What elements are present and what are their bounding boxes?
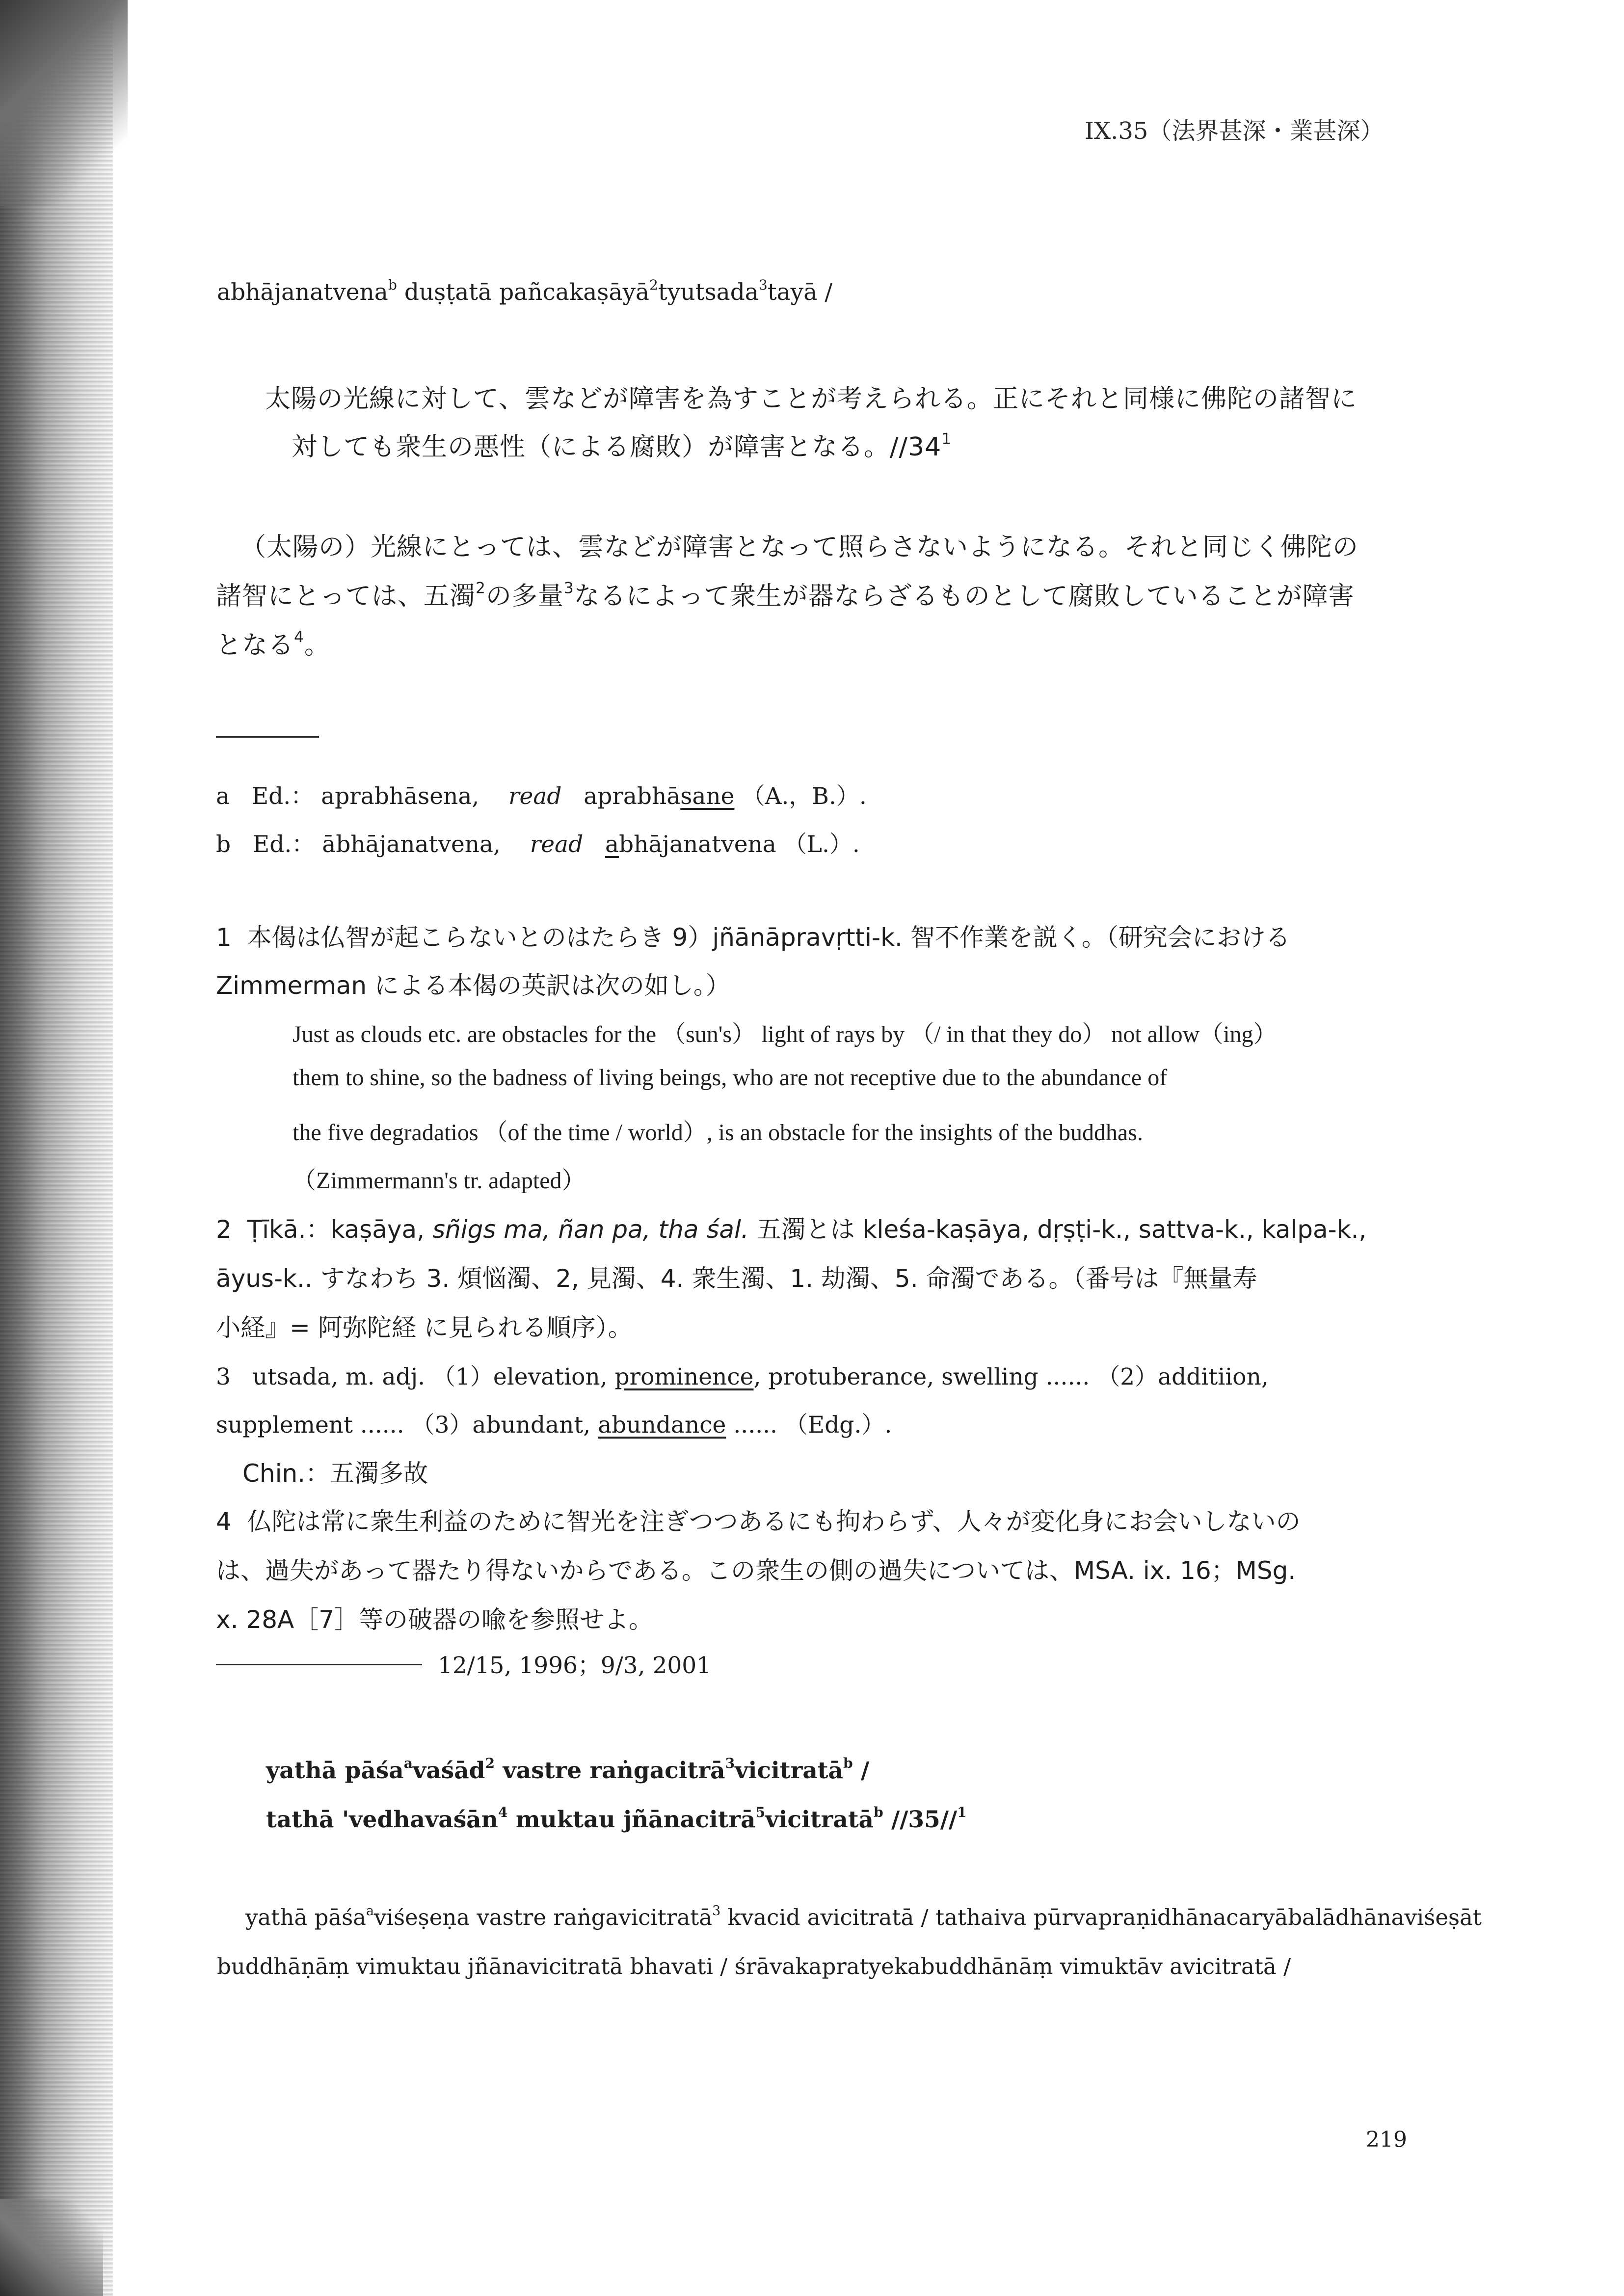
footnote-4-line-3: x. 28A［7］等の破器の喩を参照せよ。 <box>216 1605 654 1634</box>
footnote-text: 本偈は仏智が起こらないとのはたらき 9）jñānāpravṛtti-k. 智不作業を説く。（研究会における <box>247 923 1290 952</box>
footnote-text: 仏陀は常に衆生利益のために智光を注ぎつつあるにも拘わらず、人々が変化身にお会いしないの <box>247 1507 1301 1536</box>
footnote-1-english-3: the five degradatios （of the time / world）, is an obstacle for the insights of the buddhas. <box>293 1120 1143 1146</box>
running-header: IX.35（法界甚深・業甚深） <box>1085 117 1384 145</box>
footnote-4-line-2: は、過失があって器たり得ないからである。この衆生の側の過失については、MSA. ix. 16；MSg. <box>216 1556 1296 1585</box>
verse-text: muktau jñānacitrā <box>515 1806 756 1833</box>
footnote-number: 2 <box>216 1215 232 1244</box>
footnote-2-line-2: āyus-k.. すなわち 3. 煩悩濁、2, 見濁、4. 衆生濁、1. 劫濁、5. 命濁である。（番号は『無量寿 <box>216 1264 1257 1293</box>
verse-35-line-2 <box>266 1806 967 1833</box>
note-text: ābhājanatvena, <box>322 831 501 858</box>
translation-text: の多量 <box>485 582 564 611</box>
verse-word: tyutsada <box>658 279 759 306</box>
note-text: （L.）. <box>783 831 860 858</box>
commentary-text: kvacid avicitratā / tathaiva pūrvapraṇidhānacaryābalādhānaviśeṣāt <box>727 1904 1482 1930</box>
footnote-text: Ṭīkā.：kaṣāya, <box>247 1215 425 1244</box>
note-marker: 1 <box>957 1804 967 1820</box>
note-text: Ed.： <box>251 783 314 810</box>
footnote-text: sñigs ma, ñan pa, tha śal. <box>432 1215 749 1244</box>
commentary-text: viśeṣeṇa vastre raṅgavicitratā <box>374 1904 713 1930</box>
textual-note-a <box>216 778 867 811</box>
note-marker: b <box>388 276 397 293</box>
scan-corner-shadow-top <box>0 0 128 206</box>
note-text: bhājanatvena <box>619 831 776 858</box>
note-marker: 4 <box>498 1804 508 1820</box>
verse-text: vastre raṅgacitrā <box>503 1757 725 1784</box>
footnote-1-line-2: Zimmerman による本偈の英訳は次の如し。） <box>216 971 730 1000</box>
footnote-text: supplement ...... （3）abundant, <box>216 1412 591 1439</box>
verse-end-mark: / <box>861 1757 870 1784</box>
note-marker: 3 <box>563 579 574 597</box>
note-marker: 2 <box>649 276 658 293</box>
page-number: 219 <box>1366 2127 1407 2152</box>
verse-number: //35// <box>891 1806 958 1833</box>
verse-word: duṣṭatā <box>404 279 492 306</box>
note-marker: a <box>366 1903 374 1919</box>
footnote-number: 4 <box>216 1507 232 1536</box>
verse-34-line-b <box>217 276 833 306</box>
note-marker: 2 <box>485 1755 495 1771</box>
translation-text: 。 <box>304 631 330 660</box>
verse-word: pañcakaṣāyā <box>499 279 650 306</box>
translation-34b-line-2 <box>216 575 1355 612</box>
verse-text: tathā 'vedhavaśān <box>266 1806 498 1833</box>
translation-34-line-1: 太陽の光線に対して、雲などが障害を為すことが考えられる。正にそれと同様に佛陀の諸智に <box>265 384 1357 414</box>
footnote-number: 1 <box>216 923 232 952</box>
footnote-4-line-1 <box>216 1502 1301 1537</box>
verse-35-line-1 <box>266 1757 869 1784</box>
footnote-3-chinese: Chin.：五濁多故 <box>242 1459 428 1488</box>
note-text: read <box>530 831 584 858</box>
note-label: b <box>216 831 231 858</box>
footnote-text: , protuberance, swelling ...... （2）additiion, <box>753 1363 1269 1390</box>
note-marker: 3 <box>725 1755 735 1771</box>
note-marker: 1 <box>941 430 952 448</box>
verse-end-mark: / <box>825 279 833 306</box>
notes-separator <box>216 736 319 738</box>
note-text: sane <box>680 783 735 810</box>
commentary-line-1 <box>245 1904 1482 1930</box>
scan-corner-shadow-bottom <box>0 2199 103 2296</box>
footnote-number: 3 <box>216 1363 231 1390</box>
note-marker: 2 <box>475 579 486 597</box>
translation-34b-line-1: （太陽の）光線にとっては、雲などが障害となって照らさないようになる。それと同じく佛陀の <box>240 533 1358 562</box>
note-text: read <box>508 783 562 810</box>
note-marker: 4 <box>294 628 304 646</box>
verse-text: vaśād <box>412 1757 485 1784</box>
textual-note-b <box>216 826 860 859</box>
footnote-2-line-1 <box>216 1210 1366 1245</box>
note-text: Ed.： <box>252 831 315 858</box>
translation-34-line-2 <box>292 426 952 463</box>
note-marker: 3 <box>758 276 768 293</box>
revision-dates: 12/15, 1996；9/3, 2001 <box>438 1652 712 1679</box>
commentary-text: yathā pāśa <box>245 1904 367 1930</box>
note-text: aprabhā <box>584 783 681 810</box>
footnote-text: prominence <box>614 1363 754 1390</box>
footnote-1-english-4: （Zimmermann's tr. adapted） <box>293 1168 586 1194</box>
footnote-text: ...... （Edg.）. <box>733 1412 892 1439</box>
note-text: aprabhāsena, <box>321 783 479 810</box>
verse-word: abhājanatvena <box>217 279 388 306</box>
footnote-1-english-1: Just as clouds etc. are obstacles for the （sun's） light of rays by （/ in that they do） not allow（ing） <box>293 1021 1277 1047</box>
footnote-1-english-2: them to shine, so the badness of living beings, who are not receptive due to the abundance of <box>293 1065 1168 1091</box>
footnote-3-line-2 <box>216 1407 892 1440</box>
note-label: a <box>216 783 230 810</box>
verse-text: vicitratā <box>735 1757 843 1784</box>
verse-word: tayā <box>767 279 818 306</box>
translation-text: 対しても衆生の悪性（による腐敗）が障害となる。//34 <box>292 432 942 462</box>
footnote-text: 五濁とは kleśa-kaṣāya, dṛṣṭi-k., sattva-k., kalpa-k., <box>756 1215 1367 1244</box>
note-marker: a <box>403 1755 413 1771</box>
footnote-text: abundance <box>598 1412 726 1439</box>
note-marker: 3 <box>712 1903 721 1919</box>
translation-34b-line-3 <box>216 624 330 661</box>
footnote-3-line-1 <box>216 1359 1269 1391</box>
date-rule <box>216 1664 422 1665</box>
note-text: （A.，B.）. <box>742 783 867 810</box>
translation-text: となる <box>216 631 294 660</box>
note-marker: 5 <box>755 1804 766 1820</box>
translation-text: なるによって衆生が器ならざるものとして腐敗していることが障害 <box>574 582 1355 611</box>
footnote-text: utsada, m. adj. （1）elevation, <box>252 1363 608 1390</box>
footnote-1-line-1 <box>216 918 1290 953</box>
verse-text: yathā pāśa <box>266 1757 404 1784</box>
commentary-line-2: buddhāṇāṃ vimuktau jñānavicitratā bhavati / śrāvakapratyekabuddhānāṃ vimuktāv avicitratā / <box>217 1953 1291 1979</box>
verse-text: vicitratā <box>765 1806 874 1833</box>
note-marker: b <box>874 1804 883 1820</box>
note-marker: b <box>843 1755 853 1771</box>
footnote-2-line-3: 小経』= 阿弥陀経 に見られる順序）。 <box>216 1313 633 1342</box>
scan-binding-shadow <box>0 0 113 2296</box>
note-text: a <box>605 831 619 858</box>
translation-text: 諸智にとっては、五濁 <box>216 582 476 611</box>
